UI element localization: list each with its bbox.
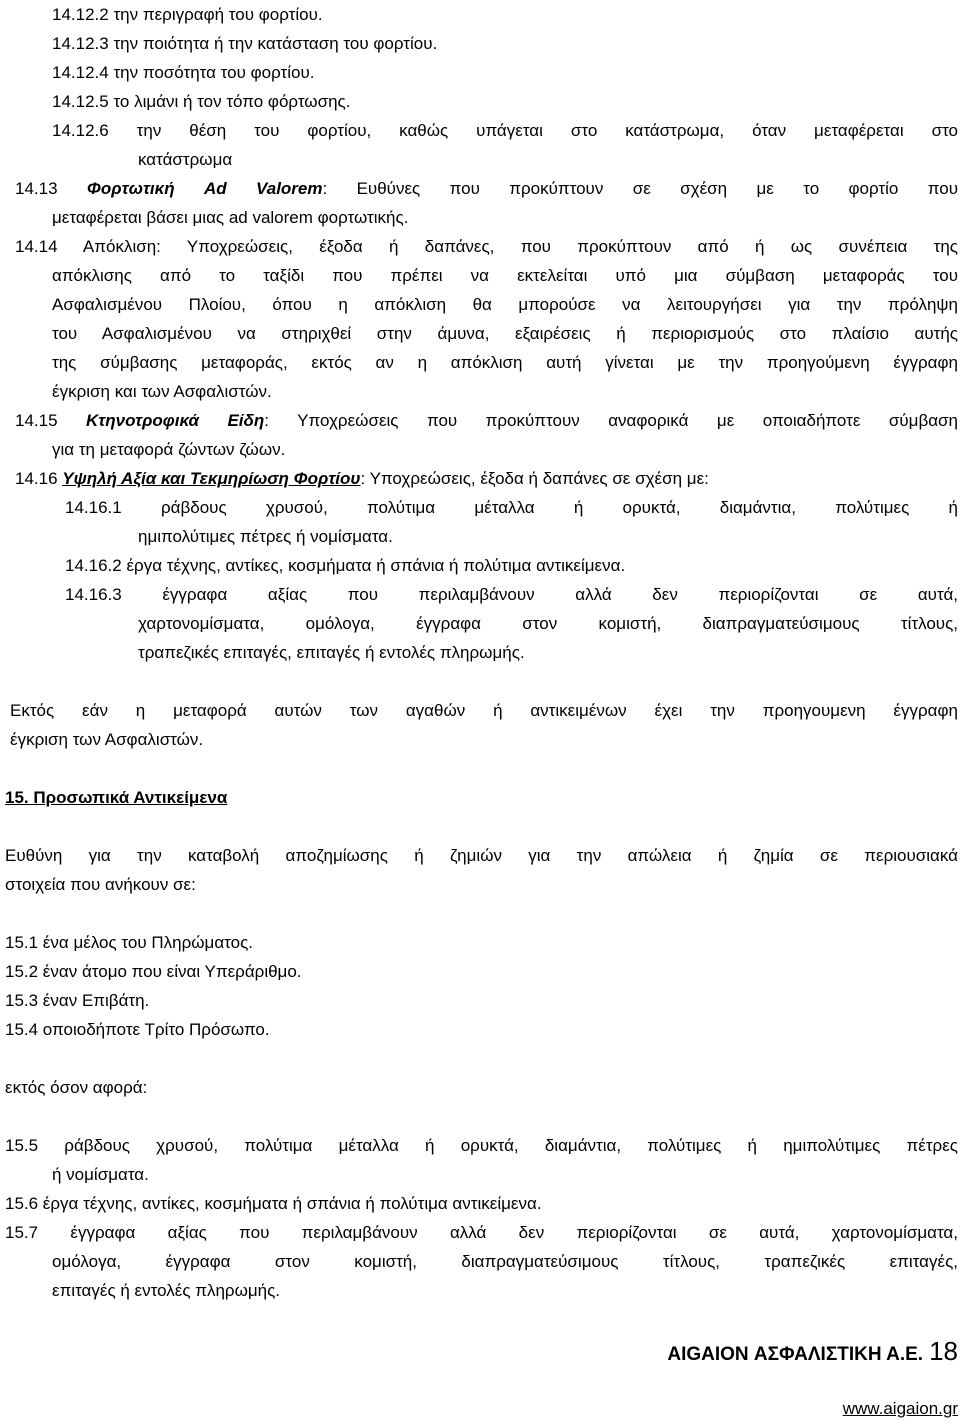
item-15-2: 15.2 έναν άτομο που είναι Υπεράριθμο. (5, 962, 302, 981)
clause-title-ad-valorem: Φορτωτική Ad Valorem (86, 179, 323, 198)
clause-number: 14.16 (15, 469, 63, 488)
clause-text: : Υποχρεώσεις που προκύπτουν αναφορικά με οποιαδήποτε σύμβαση (264, 411, 959, 430)
section-heading-15: 15. Προσωπικά Αντικείμενα (5, 788, 228, 807)
clause-14-15 (15, 406, 958, 435)
item-14-12-5: 14.12.5 το λιμάνι ή τον τόπο φόρτωσης. (52, 92, 351, 111)
footer-company: AIGAION ΑΣΦΑΛΙΣΤΙΚΗ Α.Ε. (667, 1344, 924, 1365)
item-14-16-1-cont: ημιπολύτιμες πέτρες ή νομίσματα. (138, 527, 393, 546)
clause-number: 14.13 (15, 179, 87, 198)
clause-title-high-value: Υψηλή Αξία και Τεκμηρίωση Φορτίου (62, 469, 361, 488)
clause-14-14-line3: Ασφαλισμένου Πλοίου, όπου η απόκλιση θα μπορούσε να λειτουργήσει για την πρόληψη (52, 295, 958, 314)
item-15-5-cont: ή νομίσματα. (52, 1165, 149, 1184)
section-15-intro: Ευθύνη για την καταβολή αποζημίωσης ή ζημιών για την απώλεια ή ζημία σε περιουσιακά (5, 846, 958, 865)
item-14-12-2: 14.12.2 την περιγραφή του φορτίου. (52, 5, 323, 24)
clause-text: : Υποχρεώσεις, έξοδα ή δαπάνες σε σχέση με: (360, 469, 709, 488)
page-number: 18 (929, 1336, 958, 1366)
item-14-12-4: 14.12.4 την ποσότητα του φορτίου. (52, 63, 315, 82)
item-14-12-6: 14.12.6 την θέση του φορτίου, καθώς υπάγεται στο κατάστρωμα, όταν μεταφέρεται στο (52, 121, 958, 140)
clause-14-14: 14.14 Απόκλιση: Υποχρεώσεις, έξοδα ή δαπάνες, που προκύπτουν από ή ως συνέπεια της (15, 237, 958, 256)
item-14-16-1: 14.16.1 ράβδους χρυσού, πολύτιμα μέταλλα ή ορυκτά, διαμάντια, πολύτιμες ή (65, 498, 958, 517)
item-14-16-3: 14.16.3 έγγραφα αξίας που περιλαμβάνουν αλλά δεν περιορίζονται σε αυτά, (65, 585, 958, 604)
item-15-3: 15.3 έναν Επιβάτη. (5, 991, 150, 1010)
exception-intro: εκτός όσον αφορά: (5, 1078, 148, 1097)
item-15-5: 15.5 ράβδους χρυσού, πολύτιμα μέταλλα ή ορυκτά, διαμάντια, πολύτιμες ή ημιπολύτιμες πέτρες (5, 1136, 958, 1155)
item-14-16-2: 14.16.2 έργα τέχνης, αντίκες, κοσμήματα ή σπάνια ή πολύτιμα αντικείμενα. (65, 556, 626, 575)
item-14-12-6-cont: κατάστρωμα (138, 150, 233, 169)
item-15-4: 15.4 οποιοδήποτε Τρίτο Πρόσωπο. (5, 1020, 270, 1039)
footer-company-line (667, 1333, 958, 1373)
item-14-16-3-cont: χαρτονομίσματα, ομόλογα, έγγραφα στον κομιστή, διαπραγματεύσιμους τίτλους, (138, 614, 958, 633)
item-15-1: 15.1 ένα μέλος του Πληρώματος. (5, 933, 254, 952)
exception-paragraph: Εκτός εάν η μεταφορά αυτών των αγαθών ή αντικειμένων έχει την προηγουμενη έγγραφη (10, 701, 958, 720)
exception-paragraph-cont: έγκριση των Ασφαλιστών. (10, 730, 204, 749)
section-15-intro-cont: στοιχεία που ανήκουν σε: (5, 875, 196, 894)
item-15-7: 15.7 έγγραφα αξίας που περιλαμβάνουν αλλά δεν περιορίζονται σε αυτά, χαρτονομίσματα, (5, 1223, 958, 1242)
website-link[interactable]: www.aigaion.gr (842, 1399, 958, 1418)
clause-14-14-line6: έγκριση και των Ασφαλιστών. (52, 382, 272, 401)
clause-14-14-line2: απόκλισης από το ταξίδι που πρέπει να εκτελείται υπό μια σύμβαση μεταφοράς του (52, 266, 958, 285)
clause-title-livestock: Κτηνοτροφικά Είδη (86, 411, 265, 430)
clause-14-15-cont: για τη μεταφορά ζώντων ζώων. (52, 440, 286, 459)
clause-text: : Ευθύνες που προκύπτουν σε σχέση με το φορτίο που (322, 179, 958, 198)
clause-14-13-cont: μεταφέρεται βάσει μιας ad valorem φορτωτικής. (52, 208, 409, 227)
item-14-16-3-cont2: τραπεζικές επιταγές, επιταγές ή εντολές πληρωμής. (138, 643, 525, 662)
clause-number: 14.15 (15, 411, 87, 430)
item-15-7-cont: ομόλογα, έγγραφα στον κομιστή, διαπραγματεύσιμους τίτλους, τραπεζικές επιταγές, (52, 1252, 958, 1271)
clause-14-16 (15, 464, 709, 493)
item-15-7-cont2: επιταγές ή εντολές πληρωμής. (52, 1281, 281, 1300)
item-14-12-3: 14.12.3 την ποιότητα ή την κατάσταση του φορτίου. (52, 34, 438, 53)
clause-14-14-line4: του Ασφαλισμένου να στηριχθεί στην άμυνα, εξαιρέσεις ή περιορισμούς στο πλαίσιο αυτής (52, 324, 958, 343)
item-15-6: 15.6 έργα τέχνης, αντίκες, κοσμήματα ή σπάνια ή πολύτιμα αντικείμενα. (5, 1194, 542, 1213)
clause-14-14-line5: της σύμβασης μεταφοράς, εκτός αν η απόκλιση αυτή γίνεται με την προηγούμενη έγγραφη (52, 353, 958, 372)
clause-14-13 (15, 174, 958, 203)
footer-website-line (843, 1394, 958, 1423)
